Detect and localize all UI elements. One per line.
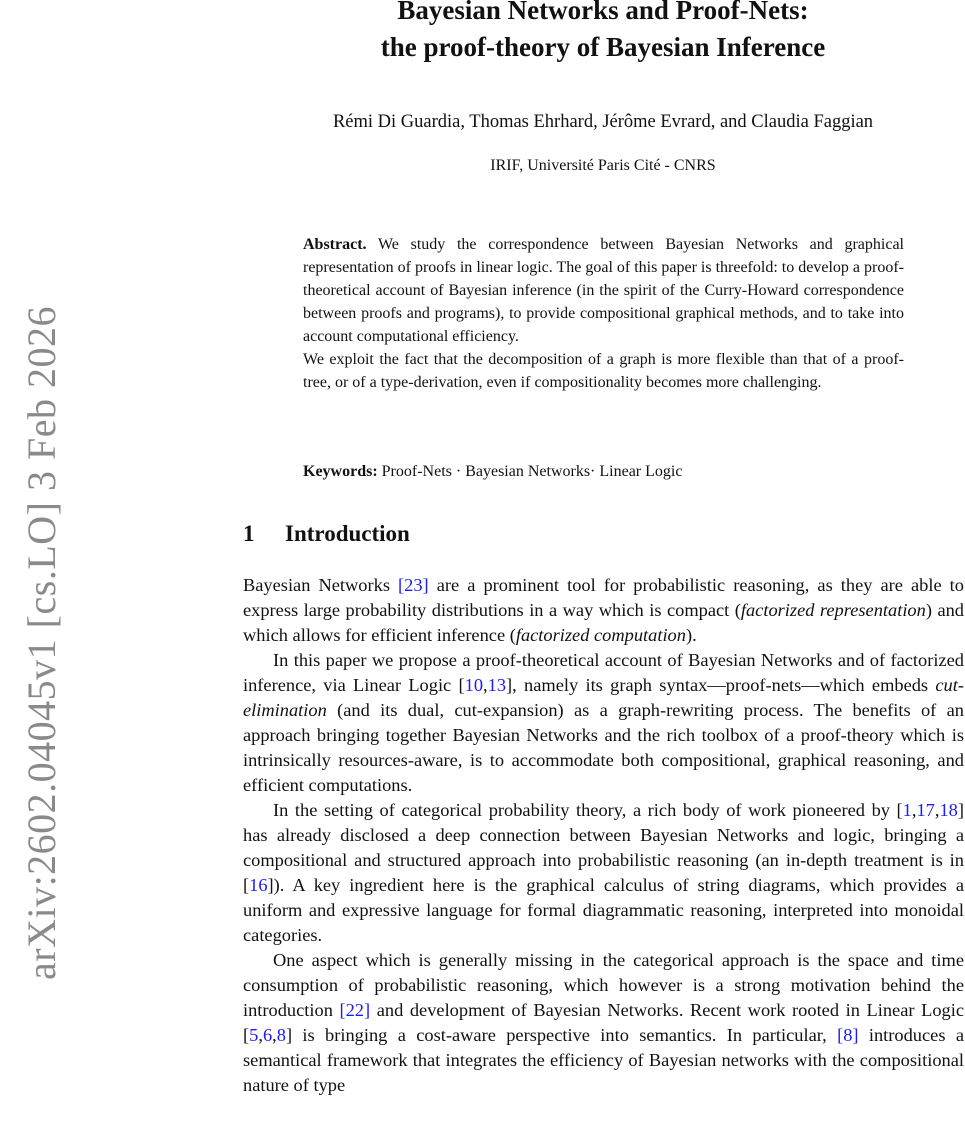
keywords — [303, 460, 904, 483]
section-title: Introduction — [285, 521, 410, 546]
citation-link[interactable]: 17 — [916, 800, 935, 820]
citation-link[interactable]: 1 — [902, 800, 912, 820]
text-run: ]). A key ingredient here is the graphical calculus of string diagrams, which provides a uniform and expressive language for formal diagrammatic reasoning, interpreted into monoidal categories. — [243, 875, 964, 945]
citation-link[interactable]: 10 — [464, 675, 484, 695]
text-run: ] has already disclosed a deep connection between Bayesian Networks and logic, bringing a compositional and structured approach into probabilistic reasoning (an in-depth treatment is in [ — [243, 800, 964, 895]
keywords-label: Keywords: — [303, 463, 378, 480]
text-run: are a prominent tool for probabilistic reasoning, as they are able to express large probability distributions in a way which is compact ( — [243, 575, 964, 620]
abstract-label: Abstract. — [303, 236, 367, 253]
abstract-paragraph-2: We exploit the fact that the decomposition of a graph is more flexible than that of a proof-tree, or of a type-derivation, even if compositionality becomes more challenging. — [303, 351, 904, 391]
text-run: In this paper we propose a proof-theoretical account of Bayesian Networks and of factorized inference, via Linear Logic [ — [243, 650, 964, 695]
emphasis: factorized computation — [515, 625, 686, 645]
introduction-body — [243, 573, 964, 1098]
arxiv-identifier: arXiv:2602.04045v1 [cs.LO] 3 Feb 2026 — [19, 306, 64, 980]
paper-title — [243, 0, 963, 66]
citation-link[interactable]: 13 — [487, 675, 507, 695]
citation-link[interactable]: 16 — [249, 875, 268, 895]
text-run: ) and which allows for efficient inference ( — [243, 600, 964, 645]
text-run: One aspect which is generally missing in the categorical approach is the space and time consumption of probabilistic reasoning, which however is a strong motivation behind the introduction — [243, 950, 964, 1020]
abstract-paragraph-1 — [303, 233, 904, 348]
text-run: , — [258, 1025, 263, 1045]
text-run: ] is bringing a cost-aware perspective into semantics. In particular, — [285, 1025, 838, 1045]
citation-link[interactable]: 6 — [262, 1025, 273, 1045]
text-run: ). — [685, 625, 697, 645]
title-line-1: Bayesian Networks and Proof-Nets: — [397, 0, 809, 25]
text-run: ], namely its graph syntax—proof-nets—which embeds — [506, 675, 936, 695]
citation-link[interactable]: 8 — [276, 1025, 286, 1045]
text-run: , — [272, 1025, 277, 1045]
intro-paragraph-1 — [243, 573, 964, 648]
citation-link[interactable]: [23] — [398, 575, 429, 595]
intro-paragraph-3 — [243, 798, 964, 948]
text-run: , — [483, 675, 488, 695]
section-heading — [243, 521, 410, 547]
text-run: Bayesian Networks — [243, 575, 399, 595]
text-run: (and its dual, cut-expansion) as a graph-rewriting process. The benefits of an approach bringing together Bayesian Networks and the rich toolbox of a proof-theory which is intrinsically resources-aware, is to accommodate both compositional, graphical reasoning, and efficient computations. — [243, 700, 964, 795]
text-run: , — [911, 800, 917, 820]
section-number: 1 — [243, 521, 255, 546]
arxiv-sidebar — [0, 0, 64, 1145]
citation-link[interactable]: 5 — [249, 1025, 259, 1045]
emphasis: cut-elimination — [243, 675, 964, 720]
text-run: , — [934, 800, 940, 820]
abstract — [303, 233, 904, 394]
text-run: introduces a semantical framework that integrates the efficiency of Bayesian networks with the compositional nature of type — [243, 1025, 965, 1095]
author-list: Rémi Di Guardia, Thomas Ehrhard, Jérôme Evrard, and Claudia Faggian — [332, 112, 874, 132]
abstract-text-1: We study the correspondence between Bayesian Networks and graphical representation of proofs in linear logic. The goal of this paper is threefold: to develop a proof-theoretical account of Bayesian inference (in the spirit of the Curry-Howard correspondence between proofs and programs), to provide compositional graphical methods, and to take into account computational efficiency. — [303, 236, 904, 345]
text-run: In the setting of categorical probability theory, a rich body of work pioneered by [ — [273, 800, 903, 820]
keywords-text: Proof-Nets · Bayesian Networks· Linear Logic — [377, 463, 683, 480]
affiliation: IRIF, Université Paris Cité - CNRS — [490, 157, 716, 174]
intro-paragraph-4 — [243, 948, 964, 1098]
intro-paragraph-2 — [243, 648, 964, 798]
citation-link[interactable]: [22] — [339, 1000, 371, 1020]
text-run: and development of Bayesian Networks. Recent work rooted in Linear Logic [ — [243, 1000, 964, 1045]
emphasis: factorized representation — [740, 600, 926, 620]
citation-link[interactable]: 18 — [939, 800, 958, 820]
title-line-2: the proof-theory of Bayesian Inference — [380, 32, 826, 62]
citation-link[interactable]: [8] — [837, 1025, 859, 1045]
